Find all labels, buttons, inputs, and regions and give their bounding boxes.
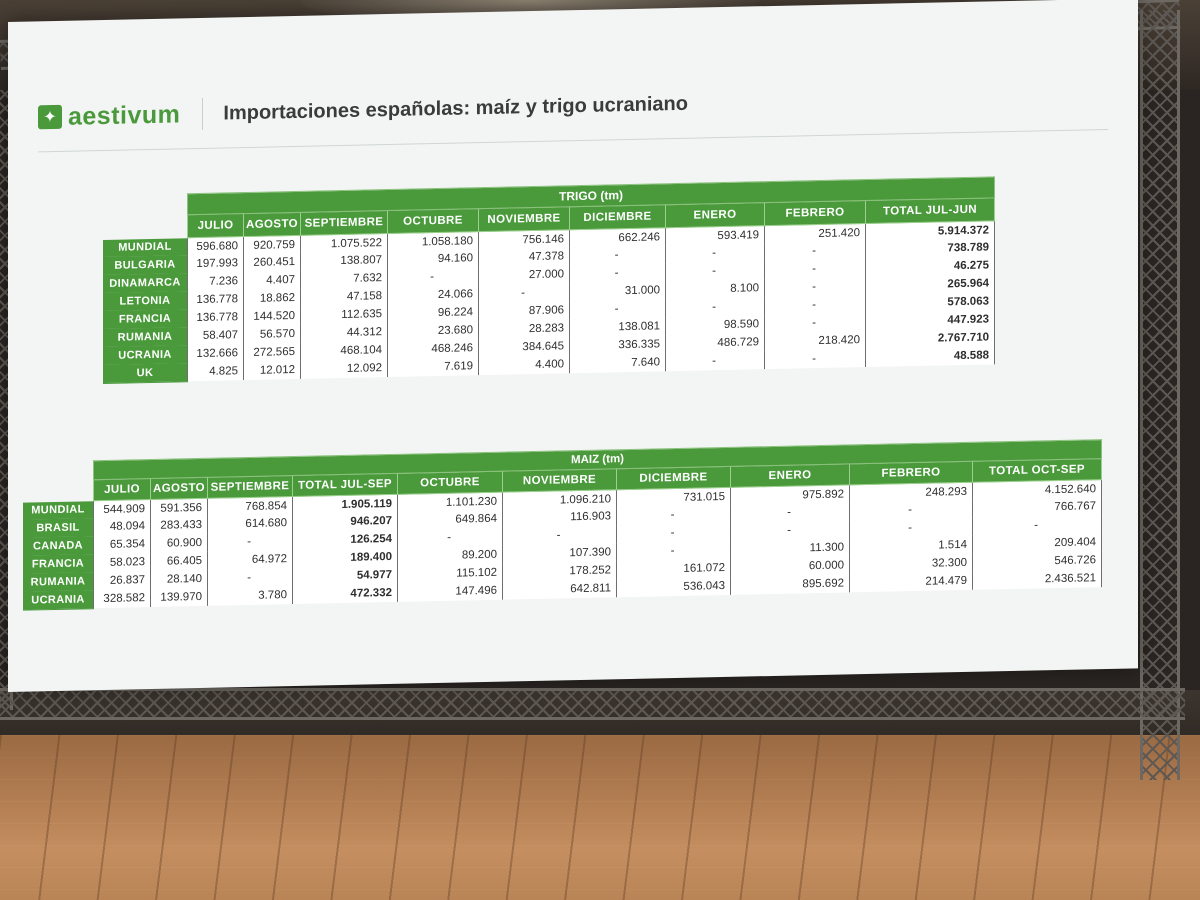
table-cell: 4.152.640	[973, 480, 1102, 500]
table-cell: 18.862	[244, 289, 301, 308]
row-label: DINAMARCA	[103, 273, 188, 293]
table-cell: 48.094	[94, 517, 151, 536]
trigo-col-agosto: AGOSTO	[244, 212, 301, 236]
table-cell: 248.293	[850, 482, 973, 502]
table-cell: 283.433	[151, 516, 208, 535]
table-cell: 536.043	[617, 577, 731, 597]
table-cell: 47.378	[479, 247, 570, 267]
table-cell: 1.514	[850, 536, 973, 557]
table-cell: 96.224	[388, 303, 479, 323]
wooden-floor	[0, 735, 1200, 900]
table-cell: 178.252	[503, 561, 617, 581]
trigo-col-octubre: OCTUBRE	[388, 209, 479, 234]
truss-bottom	[0, 688, 1185, 720]
trigo-col-noviembre: NOVIEMBRE	[479, 207, 570, 232]
table-cell: 336.335	[570, 335, 666, 355]
table-cell: 218.420	[765, 331, 866, 351]
table-cell: 94.160	[388, 249, 479, 269]
table-cell: 66.405	[151, 552, 208, 571]
table-cell: 26.837	[94, 571, 151, 590]
table-cell: -	[570, 299, 666, 319]
table-cell: 28.140	[151, 570, 208, 589]
table-cell: -	[617, 505, 731, 525]
trigo-table	[103, 176, 995, 383]
row-label: UCRANIA	[103, 345, 188, 365]
maiz-col-diciembre: DICIEMBRE	[617, 466, 731, 489]
table-cell: 468.104	[301, 341, 388, 361]
table-cell: 138.081	[570, 317, 666, 337]
table-cell: 28.283	[479, 319, 570, 339]
table-cell: 27.000	[479, 265, 570, 285]
aestivum-logo	[38, 100, 180, 132]
maiz-corner-2	[23, 480, 94, 502]
row-label: LETONIA	[103, 291, 188, 311]
slide-title: Importaciones españolas: maíz y trigo ucraniano	[223, 92, 688, 124]
table-cell: 46.275	[866, 256, 995, 277]
row-label: UK	[103, 363, 188, 383]
table-cell: 189.400	[293, 548, 398, 568]
table-cell: -	[731, 502, 850, 522]
row-label: BULGARIA	[103, 255, 188, 275]
table-cell: -	[850, 500, 973, 521]
wheat-icon: ✦	[38, 105, 62, 130]
table-cell: 766.767	[973, 497, 1102, 518]
maiz-table	[23, 439, 1102, 610]
trigo-col-enero: ENERO	[666, 203, 765, 228]
trigo-col-febrero: FEBRERO	[765, 201, 866, 226]
table-cell: 48.588	[866, 346, 995, 367]
table-cell: 54.977	[293, 566, 398, 586]
table-cell: 136.778	[188, 308, 244, 327]
maiz-col-enero: ENERO	[731, 464, 850, 487]
table-cell: -	[850, 518, 973, 539]
table-cell: -	[617, 541, 731, 561]
maiz-corner	[23, 461, 94, 481]
row-label: FRANCIA	[103, 309, 188, 329]
table-cell: 115.102	[398, 564, 503, 584]
table-cell: 768.854	[208, 497, 293, 516]
table-cell: 4.407	[244, 271, 301, 290]
table-cell: -	[617, 523, 731, 543]
table-cell: 7.619	[388, 357, 479, 377]
maiz-col-agosto: AGOSTO	[151, 477, 208, 499]
maiz-col-febrero: FEBRERO	[850, 461, 973, 485]
table-cell: 31.000	[570, 281, 666, 301]
table-cell: 107.390	[503, 543, 617, 563]
trigo-col-julio: JULIO	[188, 214, 244, 238]
table-cell: -	[479, 283, 570, 303]
table-cell: 12.092	[301, 359, 388, 379]
table-cell: 544.909	[94, 500, 151, 519]
table-cell: 614.680	[208, 514, 293, 534]
trigo-col-total: TOTAL JUL-JUN	[866, 198, 995, 224]
table-cell: -	[570, 263, 666, 283]
table-cell: 591.356	[151, 498, 208, 517]
table-cell: 251.420	[765, 224, 866, 244]
table-cell: 44.312	[301, 323, 388, 343]
truss-right	[1140, 10, 1180, 780]
table-cell: 472.332	[293, 584, 398, 604]
table-cell: 58.407	[188, 326, 244, 345]
table-cell: 47.158	[301, 287, 388, 307]
table-cell: 58.023	[94, 553, 151, 572]
trigo-col-septiembre: SEPTIEMBRE	[301, 211, 388, 236]
table-cell: 272.565	[244, 343, 301, 362]
table-cell: 11.300	[731, 538, 850, 558]
table-cell: 214.479	[850, 572, 973, 593]
maiz-col-total-oct-sep: TOTAL OCT-SEP	[973, 459, 1102, 483]
table-cell: -	[388, 267, 479, 287]
table-cell: 4.825	[188, 362, 244, 381]
table-cell: 56.570	[244, 325, 301, 344]
table-cell: 7.640	[570, 353, 666, 373]
table-cell: 23.680	[388, 321, 479, 341]
table-cell: -	[765, 349, 866, 369]
table-cell: 126.254	[293, 530, 398, 550]
trigo-caption: TRIGO (tm)	[188, 177, 995, 215]
table-cell: 87.906	[479, 301, 570, 321]
maiz-col-julio: JULIO	[94, 479, 151, 501]
maiz-col-total-jul-sep: TOTAL JUL-SEP	[293, 473, 398, 496]
table-cell: 1.096.210	[503, 490, 617, 510]
table-cell: -	[765, 277, 866, 297]
table-cell: 260.451	[244, 253, 301, 272]
table-cell: 65.354	[94, 535, 151, 554]
trigo-corner	[103, 194, 188, 217]
table-cell: 60.900	[151, 534, 208, 553]
trigo-col-diciembre: DICIEMBRE	[570, 205, 666, 230]
trigo-corner-2	[103, 215, 188, 240]
table-cell: 132.666	[188, 344, 244, 363]
table-cell: 2.436.521	[973, 569, 1102, 590]
table-cell: -	[666, 261, 765, 281]
table-cell: 593.419	[666, 226, 765, 246]
table-cell: 5.914.372	[866, 221, 995, 241]
table-cell: 7.236	[188, 272, 244, 291]
table-cell: -	[208, 532, 293, 552]
trigo-body	[103, 221, 995, 383]
table-cell: -	[398, 528, 503, 548]
table-cell: -	[666, 297, 765, 317]
row-label: FRANCIA	[23, 554, 94, 573]
maiz-body	[23, 480, 1102, 610]
table-cell: 116.903	[503, 507, 617, 527]
table-cell: 1.101.230	[398, 492, 503, 512]
table-cell: 1.905.119	[293, 494, 398, 514]
table-cell: 24.066	[388, 285, 479, 305]
table-cell: -	[666, 351, 765, 371]
table-cell: -	[765, 295, 866, 315]
table-cell: 384.645	[479, 337, 570, 357]
table-cell: 197.993	[188, 254, 244, 273]
table-cell: 2.767.710	[866, 328, 995, 349]
table-cell: 3.780	[208, 586, 293, 606]
table-cell: 112.635	[301, 305, 388, 325]
table-cell: 596.680	[188, 237, 244, 256]
table-cell: 98.590	[666, 315, 765, 335]
table-cell: 1.058.180	[388, 232, 479, 251]
table-cell: 147.496	[398, 582, 503, 602]
table-cell: 946.207	[293, 512, 398, 532]
table-cell: -	[765, 241, 866, 261]
row-label: RUMANIA	[103, 327, 188, 347]
row-label: CANADA	[23, 536, 94, 555]
table-cell: -	[765, 313, 866, 333]
table-cell: 89.200	[398, 546, 503, 566]
table-cell: 136.778	[188, 290, 244, 309]
table-cell: 139.970	[151, 588, 208, 607]
row-label: MUNDIAL	[103, 238, 188, 257]
table-cell: 328.582	[94, 589, 151, 608]
row-label: BRASIL	[23, 518, 94, 537]
table-cell: -	[570, 245, 666, 265]
table-cell: 447.923	[866, 310, 995, 331]
table-cell: 649.864	[398, 510, 503, 530]
table-cell: 756.146	[479, 230, 570, 249]
table-cell: 578.063	[866, 292, 995, 313]
slide-header	[38, 80, 688, 142]
table-cell: 32.300	[850, 554, 973, 575]
table-cell: -	[666, 243, 765, 263]
table-cell: 895.692	[731, 574, 850, 594]
table-cell: 64.972	[208, 550, 293, 570]
table-cell: 8.100	[666, 279, 765, 299]
table-cell: 1.075.522	[301, 234, 388, 253]
table-cell: 731.015	[617, 487, 731, 507]
table-cell: -	[731, 520, 850, 540]
table-cell: 60.000	[731, 556, 850, 576]
table-cell: -	[208, 568, 293, 588]
table-cell: 738.789	[866, 238, 995, 259]
row-label: MUNDIAL	[23, 501, 94, 520]
table-cell: 468.246	[388, 339, 479, 359]
maiz-caption: MAIZ (tm)	[94, 440, 1102, 480]
table-cell: -	[765, 259, 866, 279]
table-cell: -	[503, 525, 617, 545]
table-cell: 920.759	[244, 235, 301, 254]
maiz-col-noviembre: NOVIEMBRE	[503, 469, 617, 492]
table-cell: 138.807	[301, 251, 388, 271]
table-cell: 642.811	[503, 579, 617, 599]
projection-screen	[8, 0, 1138, 692]
header-divider	[202, 98, 203, 130]
table-cell: 144.520	[244, 307, 301, 326]
table-cell: 4.400	[479, 355, 570, 375]
table-cell: 209.404	[973, 533, 1102, 554]
table-cell: 7.632	[301, 269, 388, 289]
maiz-col-septiembre: SEPTIEMBRE	[208, 476, 293, 499]
table-cell: -	[973, 515, 1102, 536]
table-cell: 975.892	[731, 485, 850, 505]
table-cell: 265.964	[866, 274, 995, 295]
row-label: UCRANIA	[23, 590, 94, 609]
maiz-col-octubre: OCTUBRE	[398, 471, 503, 494]
table-cell: 546.726	[973, 551, 1102, 572]
table-cell: 486.729	[666, 333, 765, 353]
table-cell: 662.246	[570, 228, 666, 248]
table-cell: 161.072	[617, 559, 731, 579]
row-label: RUMANIA	[23, 572, 94, 591]
table-cell: 12.012	[244, 361, 301, 380]
logo-text: aestivum	[68, 99, 181, 131]
